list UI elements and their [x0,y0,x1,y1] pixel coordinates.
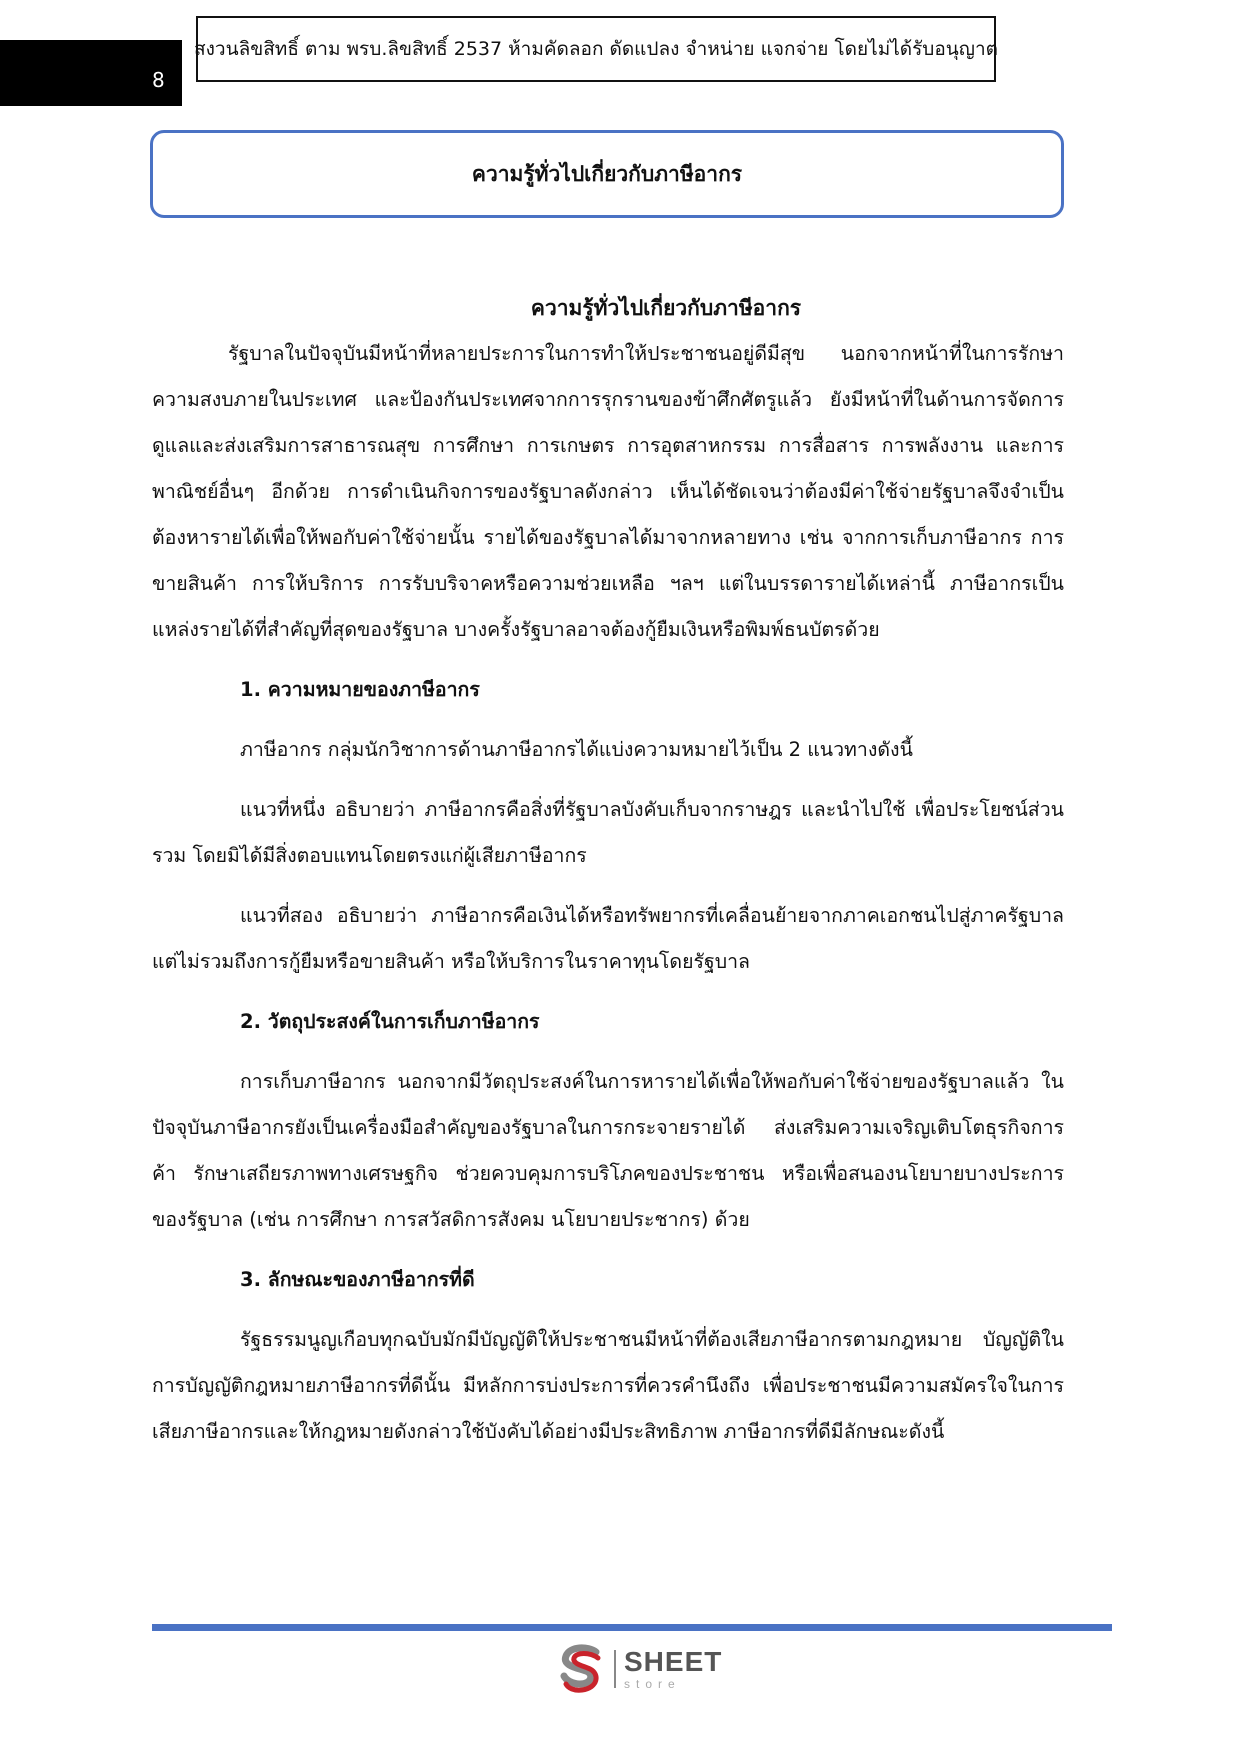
s-logo-icon [558,1644,606,1694]
intro-paragraph: รัฐบาลในปัจจุบันมีหน้าที่หลายประการในการทำให้ประชาชนอยู่ดีมีสุข นอกจากหน้าที่ในการรักษาความสงบภายในประเทศ และป้องกันประเทศจากการรุกรานของข้าศึกศัตรูแล้ว ยังมีหน้าที่ในด้านการจัดการดูแลและส่งเสริมการสาธารณสุข การศึกษา การเกษตร การอุตสาหกรรม การสื่อสาร การพลังงาน และการพาณิชย์อื่นๆ อีกด้วย การดำเนินกิจการของรัฐบาลดังกล่าว เห็นได้ชัดเจนว่าต้องมีค่าใช้จ่ายรัฐบาลจึงจำเป็นต้องหารายได้เพื่อให้พอกับค่าใช้จ่ายนั้น รายได้ของรัฐบาลได้มาจากหลายทาง เช่น จากการเก็บภาษีอากร การขายสินค้า การให้บริการ การรับบริจาคหรือความช่วยเหลือ ฯลฯ แต่ในบรรดารายได้เหล่านี้ ภาษีอากรเป็นแหล่งรายได้ที่สำคัญที่สุดของรัฐบาล บางครั้งรัฐบาลอาจต้องกู้ยืมเงินหรือพิมพ์ธนบัตรด้วย [152,342,1064,641]
section1-paragraph-3: แนวที่สอง อธิบายว่า ภาษีอากรคือเงินได้หรือทรัพยากรที่เคลื่อนย้ายจากภาคเอกชนไปสู่ภาครัฐบาล แต่ไม่รวมถึงการกู้ยืมหรือขายสินค้า หรือให้บริการในราคาทุนโดยรัฐบาล [152,904,1064,973]
body-title: ความรู้ทั่วไปเกี่ยวกับภาษีอากร [530,296,802,320]
section-title: ความรู้ทั่วไปเกี่ยวกับภาษีอากร [471,161,743,186]
section2-paragraph-1: การเก็บภาษีอากร นอกจากมีวัตถุประสงค์ในการหารายได้เพื่อให้พอกับค่าใช้จ่ายของรัฐบาลแล้ว ในปัจจุบันภาษีอากรยังเป็นเครื่องมือสำคัญของรัฐบาลในการกระจายรายได้ ส่งเสริมความเจริญเติบโตธุรกิจการค้า รักษาเสถียรภาพทางเศรษฐกิจ ช่วยควบคุมการบริโภคของประชาชน หรือเพื่อสนองนโยบายบางประการของรัฐบาล (เช่น การศึกษา การสวัสดิการสังคม นโยบายประชากร) ด้วย [152,1070,1064,1231]
document-body [152,285,1064,1455]
logo-separator [614,1650,616,1688]
section3-paragraph-1: รัฐธรรมนูญเกือบทุกฉบับมักมีบัญญัติให้ประชาชนมีหน้าที่ต้องเสียภาษีอากรตามกฎหมาย บัญญัติในการบัญญัติกฎหมายภาษีอากรที่ดีนั้น มีหลักการบ่งประการที่ควรคำนึงถึง เพื่อประชาชนมีความสมัครใจในการเสียภาษีอากรและให้กฎหมายดังกล่าวใช้บังคับได้อย่างมีประสิทธิภาพ ภาษีอากรที่ดีมีลักษณะดังนี้ [152,1328,1064,1443]
footer-divider [152,1624,1112,1631]
logo-main-text: SHEET [624,1646,723,1677]
section3-heading: 3. ลักษณะของภาษีอากรที่ดี [240,1268,475,1291]
page-number: 8 [152,68,165,92]
logo-sub-text: store [624,1677,681,1691]
section1-paragraph-1: ภาษีอากร กลุ่มนักวิชาการด้านภาษีอากรได้แบ่งความหมายไว้เป็น 2 แนวทางดังนี้ [240,738,913,761]
copyright-notice: สงวนลิขสิทธิ์ ตาม พรบ.ลิขสิทธิ์ 2537 ห้ามคัดลอก ดัดแปลง จำหน่าย แจกจ่าย โดยไม่ได้รับอนุญาต [196,16,996,82]
section1-paragraph-2: แนวที่หนึ่ง อธิบายว่า ภาษีอากรคือสิ่งที่รัฐบาลบังคับเก็บจากราษฎร และนำไปใช้ เพื่อประโยชน์ส่วนรวม โดยมิได้มีสิ่งตอบแทนโดยตรงแก่ผู้เสียภาษีอากร [152,798,1064,867]
section-title-box [150,130,1064,218]
section1-heading: 1. ความหมายของภาษีอากร [240,678,480,701]
sheet-store-logo [558,1644,722,1694]
section2-heading: 2. วัตถุประสงค์ในการเก็บภาษีอากร [240,1010,540,1033]
